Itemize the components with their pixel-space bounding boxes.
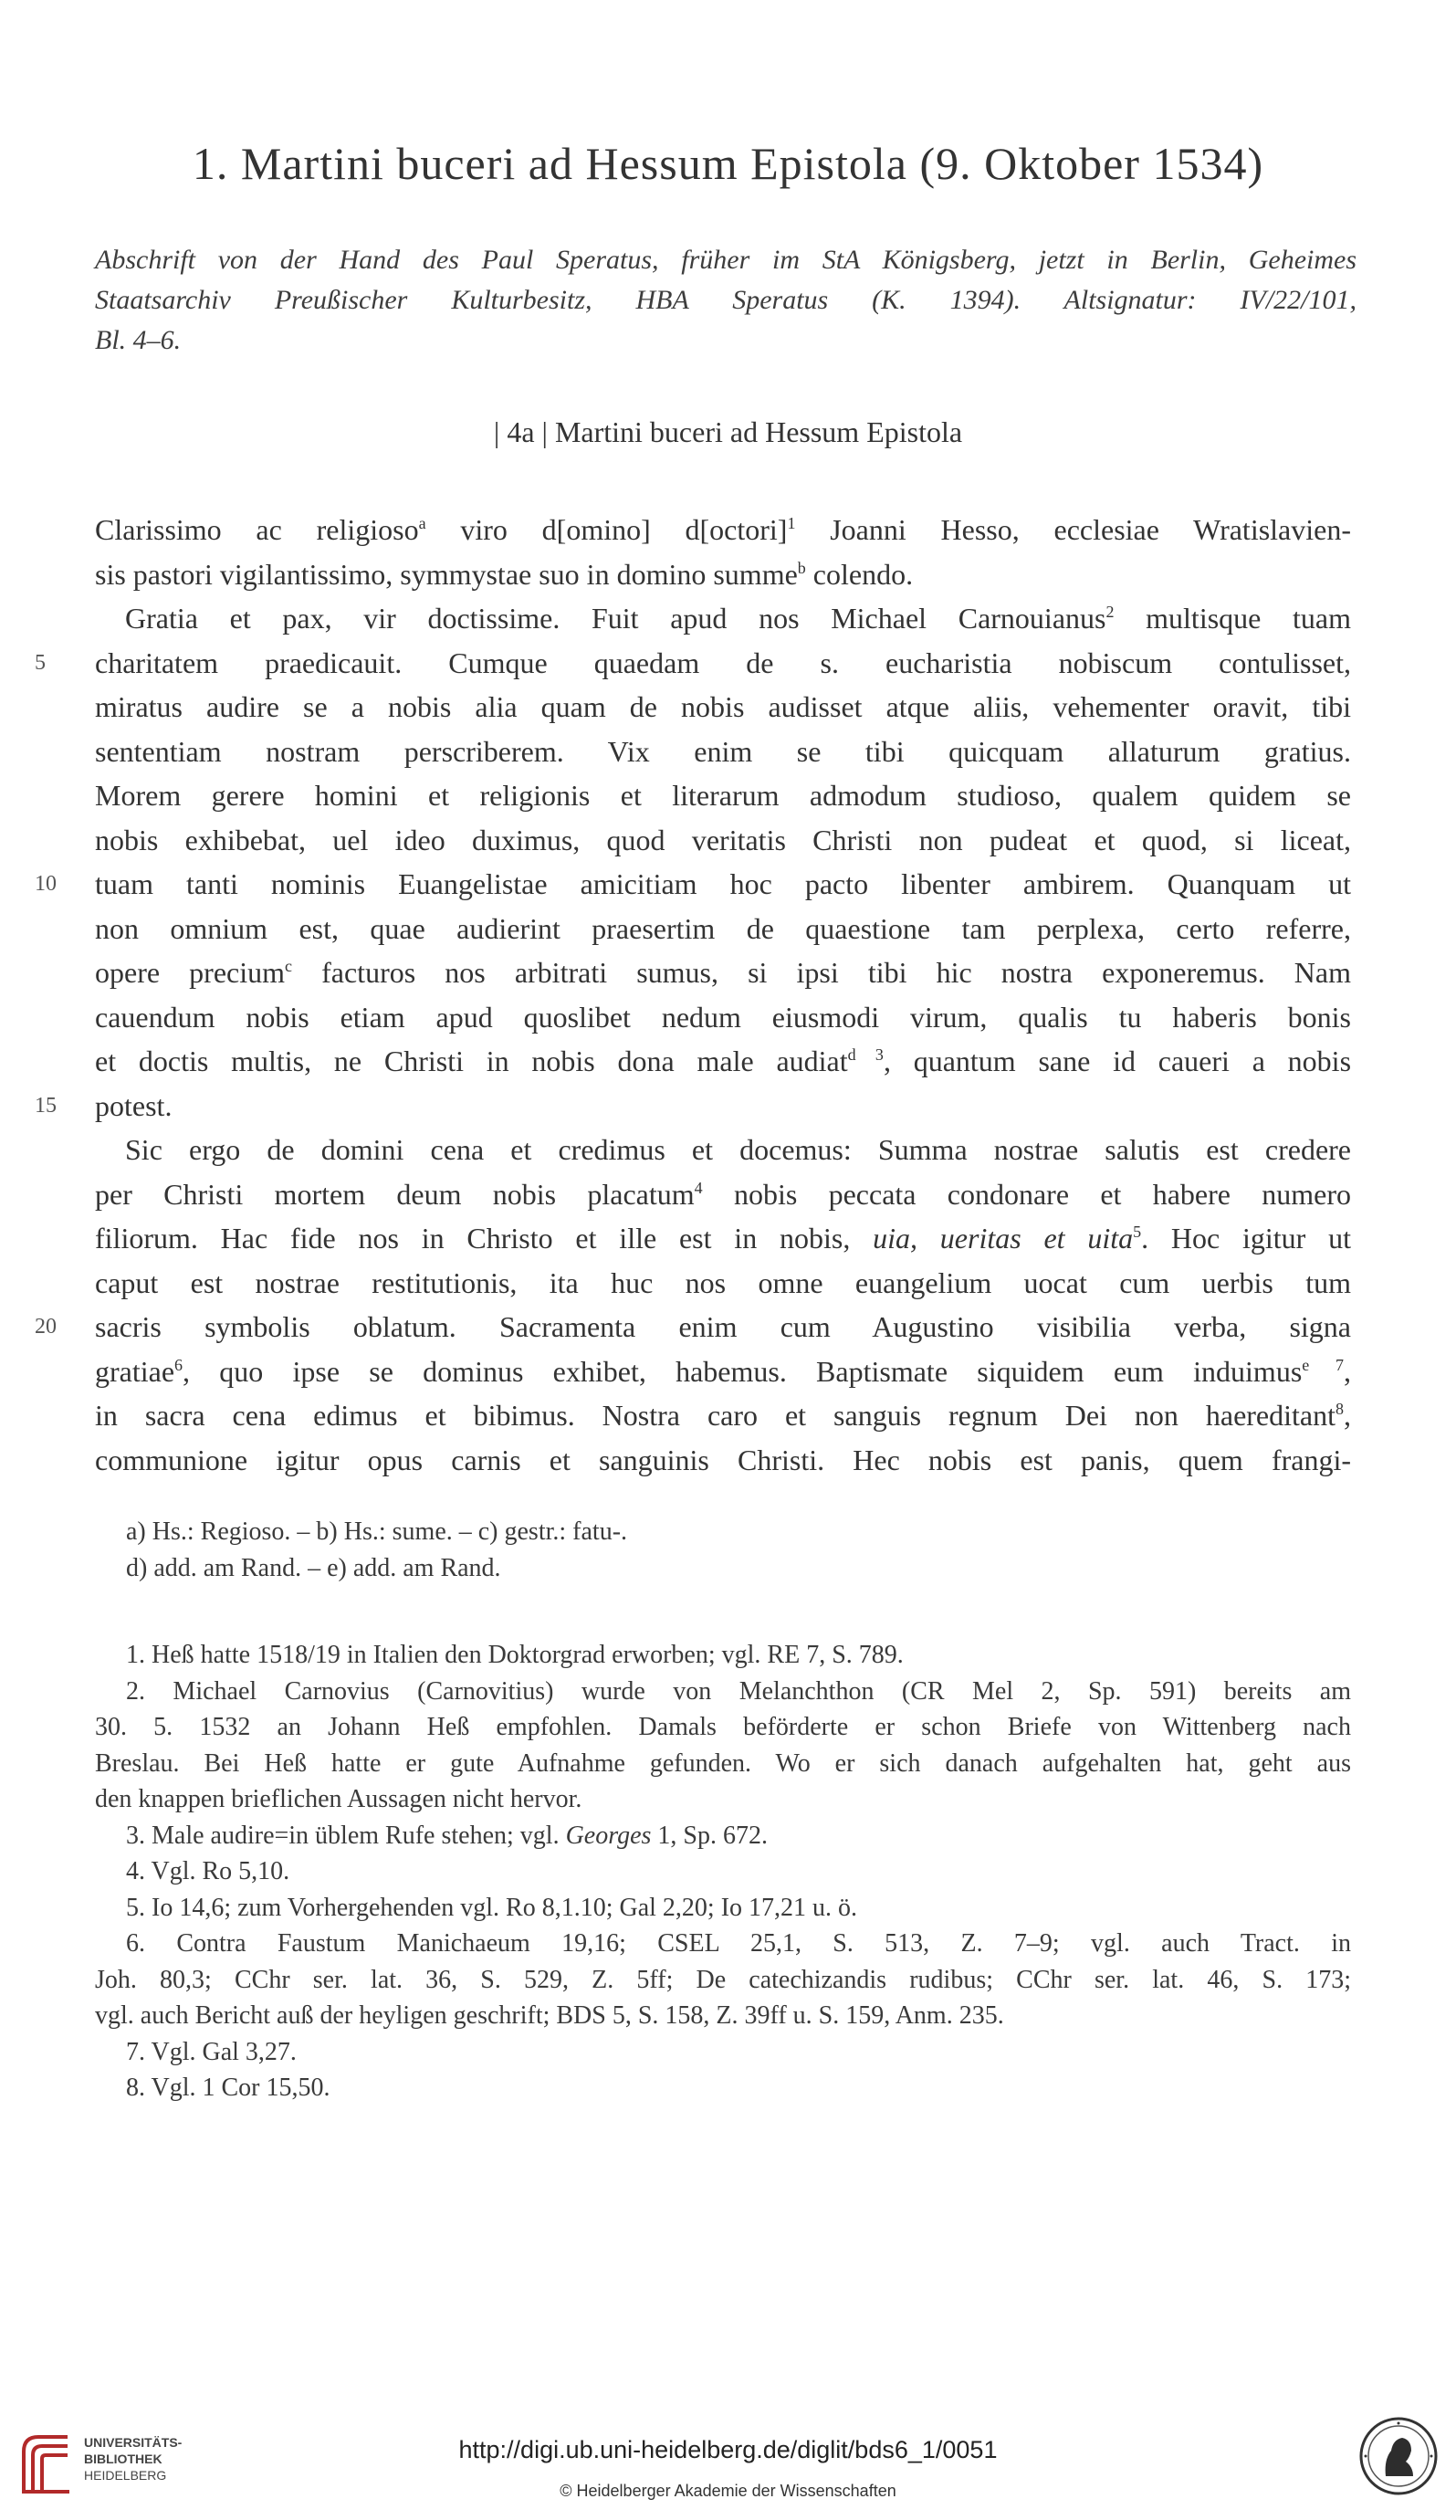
text-line: et doctis multis, ne Christi in nobis dona male audiat$^{d 3}$, quantum sane id caueri a nobis bbox=[95, 1045, 1352, 1077]
line-number: 5 bbox=[35, 650, 46, 675]
text-line: sis pastori vigilantissimo, symmystae suo in domino summe$^b$ colendo. bbox=[95, 557, 914, 591]
footnote: 4. Vgl. Ro 5,10. bbox=[126, 1857, 290, 1885]
text-line: filiorum. Hac fide nos in Christo et ille est in nobis, uia, ueritas et uita$^5$. Hoc igitur ut bbox=[95, 1222, 1352, 1255]
line-number: 15 bbox=[35, 1093, 57, 1118]
footnote: 6. Contra Faustum Manichaeum 19,16; CSEL 25,1, S. 513, Z. 7–9; vgl. auch Tract. in Joh. 80,3; CChr ser. lat. 36, S. 529, Z. 5ff; De catechizandis rudibus; CChr ser. lat. 46, S. 173; vgl. auch Bericht auß der heyligen geschrift; BDS 5, S. 158, Z. 39ff u. S. 159, Anm. 235. bbox=[95, 1929, 1351, 2030]
text-line: gratiae$^6$, quo ipse se dominus exhibet, habemus. Baptismate siquidem eum induimus$^{e 7}$, bbox=[95, 1354, 1352, 1388]
letter-heading: | 4a | Martini buceri ad Hessum Epistola bbox=[493, 415, 963, 448]
footnotes bbox=[95, 1637, 1351, 2106]
text-line: Gratia et pax, vir doctissime. Fuit apud nos Michael Carnouianus$^2$ multisque tuam bbox=[125, 602, 1352, 635]
text-line: per Christi mortem deum nobis placatum$^4$ nobis peccata condonare et habere numero bbox=[95, 1177, 1352, 1211]
apparatus-line: a) Hs.: Regioso. – b) Hs.: sume. – c) gestr.: fatu-. bbox=[126, 1517, 628, 1546]
footnote: 3. Male audire=in üblem Rufe stehen; vgl. Georges 1, Sp. 672. bbox=[126, 1821, 768, 1850]
text-line: 10 tuam tanti nominis Euangelistae amicitiam hoc pacto libenter ambirem. Quanquam ut bbox=[95, 862, 1351, 907]
text-line: non omnium est, quae audierint praesertim de quaestione tam perplexa, certo referre, bbox=[95, 911, 1351, 945]
source-description bbox=[95, 240, 1356, 361]
text-line: 15 potest. bbox=[95, 1084, 1351, 1129]
academy-seal-icon bbox=[1358, 2416, 1439, 2496]
copyright-notice: © Heidelberger Akademie der Wissenschaften bbox=[560, 2482, 896, 2500]
footnote: 5. Io 14,6; zum Vorhergehenden vgl. Ro 8,1.10; Gal 2,20; Io 17,21 u. ö. bbox=[126, 1893, 858, 1922]
text-line: caput est nostrae restitutionis, ita huc nos omne euangelium uocat cum uerbis tum bbox=[95, 1265, 1351, 1299]
source-line: Abschrift von der Hand des Paul Speratus, früher im StA Königsberg, jetzt in Berlin, Geheimes bbox=[95, 245, 1356, 275]
text-line: 5 charitatem praedicauit. Cumque quaedam de s. eucharistia nobiscum contulisset, bbox=[95, 641, 1351, 686]
text-line: cauendum nobis etiam apud quoslibet nedum eiusmodi virum, qualis tu haberis bonis bbox=[95, 1000, 1351, 1034]
apparatus-line: d) add. am Rand. – e) add. am Rand. bbox=[126, 1554, 501, 1582]
text-line: Clarissimo ac religioso$^a$ viro d[omino] d[octori]$^1$ Joanni Hesso, ecclesiae Wratislavien- bbox=[95, 513, 1352, 546]
source-line: Bl. 4–6. bbox=[95, 325, 182, 355]
line-number: 10 bbox=[35, 872, 57, 896]
letter-text bbox=[35, 508, 1352, 1482]
permalink[interactable]: http://digi.ub.uni-heidelberg.de/diglit/bds6_1/0051 bbox=[458, 2436, 998, 2463]
footnote: 7. Vgl. Gal 3,27. bbox=[126, 2037, 297, 2066]
text-line: sententiam nostram perscriberem. Vix enim se tibi quicquam allaturum gratius. bbox=[95, 734, 1351, 768]
text-line: in sacra cena edimus et bibimus. Nostra caro et sanguis regnum Dei non haereditant$^8$, bbox=[95, 1399, 1351, 1432]
footer bbox=[0, 2410, 1456, 2520]
footnote: 8. Vgl. 1 Cor 15,50. bbox=[126, 2074, 330, 2102]
page-title: 1. Martini buceri ad Hessum Epistola (9. Oktober 1534) bbox=[192, 138, 1264, 189]
text-line: 20 sacris symbolis oblatum. Sacramenta enim cum Augustino visibilia verba, signa bbox=[95, 1305, 1351, 1349]
line-number: 20 bbox=[35, 1315, 57, 1339]
text-line: opere precium$^c$ facturos nos arbitrati sumus, si ipsi tibi hic nostra exponeremus. Nam bbox=[95, 956, 1352, 989]
text-line: nobis exhibebat, uel ideo duximus, quod veritatis Christi non pudeat et quod, si liceat, bbox=[95, 823, 1351, 856]
text-line: communione igitur opus carnis et sanguinis Christi. Hec nobis est panis, quem frangi- bbox=[95, 1443, 1351, 1476]
footnote: 1. Heß hatte 1518/19 in Italien den Doktorgrad erworben; vgl. RE 7, S. 789. bbox=[126, 1641, 904, 1669]
text-line: miratus audire se a nobis alia quam de nobis audisset atque aliis, vehementer oravit, tibi bbox=[95, 690, 1351, 723]
footnote: 2. Michael Carnovius (Carnovitius) wurde von Melanchthon (CR Mel 2, Sp. 591) bereits am 30. 5. 1532 an Johann Heß empfohlen. Damals beförderte er schon Briefe von Wittenberg nach Breslau. Bei Heß hatte er gute Aufnahme gefunden. Wo er sich danach aufgehalten hat, geht aus den knappen brieflichen Aussagen nicht hervor. bbox=[95, 1676, 1351, 1813]
text-line: Morem gerere homini et religionis et literarum admodum studioso, qualem quidem se bbox=[95, 779, 1351, 812]
source-line: Staatsarchiv Preußischer Kulturbesitz, HBA Speratus (K. 1394). Altsignatur: IV/22/101, bbox=[95, 285, 1356, 315]
text-line: Sic ergo de domini cena et credimus et docemus: Summa nostrae salutis est credere bbox=[125, 1133, 1351, 1166]
library-name: UNIVERSITÄTS- BIBLIOTHEK HEIDELBERG bbox=[84, 2435, 183, 2483]
critical-apparatus bbox=[126, 1514, 1130, 1587]
